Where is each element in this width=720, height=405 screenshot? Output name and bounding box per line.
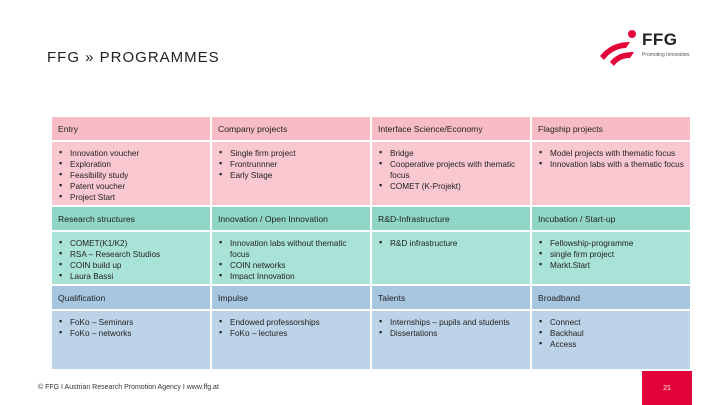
list-item: ▪ Exploration <box>58 159 204 170</box>
programme-list-incubation <box>532 232 690 284</box>
list-item: ▪ Laura Bassi <box>58 271 204 282</box>
programme-heading-innovation: Innovation / Open Innovation <box>212 207 370 230</box>
page-title: FFG » PROGRAMMES <box>47 49 220 66</box>
programme-list-talents <box>372 311 530 369</box>
list-item: ▪ RSA – Research Studios <box>58 249 204 260</box>
programme-list-innovation <box>212 232 370 284</box>
logo-tagline: Promoting Innovation. <box>642 52 691 58</box>
list-item: ▪ COMET (K-Projekt) <box>378 181 524 192</box>
programme-list-interface <box>372 142 530 205</box>
list-item: ▪ Model projects with thematic focus <box>538 148 684 159</box>
list-item: ▪ COIN build up <box>58 260 204 271</box>
ffg-logo-icon <box>596 28 642 68</box>
programme-heading-broadband: Broadband <box>532 286 690 309</box>
programme-heading-rd-infrastructure: R&D-Infrastructure <box>372 207 530 230</box>
list-item: ▪ Fellowship-programme <box>538 238 684 249</box>
list-item: ▪ COMET(K1/K2) <box>58 238 204 249</box>
list-item: ▪ Innovation labs with a thematic focus <box>538 159 684 170</box>
programme-list-broadband <box>532 311 690 369</box>
list-item: ▪ FoKo – networks <box>58 328 204 339</box>
list-item: ▪ Access <box>538 339 684 350</box>
list-item: ▪ FoKo – Seminars <box>58 317 204 328</box>
list-item: ▪ Internships – pupils and students <box>378 317 524 328</box>
programme-list-rd-infrastructure <box>372 232 530 284</box>
list-item: ▪ Frontrunnner <box>218 159 364 170</box>
list-item: ▪ Markt.Start <box>538 260 684 271</box>
list-item: ▪ Cooperative projects with thematic focus <box>378 159 524 181</box>
list-item: ▪ Project Start <box>58 192 204 203</box>
list-item: ▪ Patent voucher <box>58 181 204 192</box>
list-item: ▪ R&D infrastructure <box>378 238 524 249</box>
page-number: 21 <box>642 371 692 405</box>
programme-list-qualification <box>52 311 210 369</box>
list-item: ▪ Feasibility study <box>58 170 204 181</box>
list-item: ▪ Bridge <box>378 148 524 159</box>
list-item: ▪ Innovation labs without thematic focus <box>218 238 364 260</box>
programme-heading-incubation: Incubation / Start-up <box>532 207 690 230</box>
list-item: ▪ single firm project <box>538 249 684 260</box>
list-item: ▪ COIN networks <box>218 260 364 271</box>
programme-heading-talents: Talents <box>372 286 530 309</box>
programme-heading-impulse: Impulse <box>212 286 370 309</box>
programme-heading-research-structures: Research structures <box>52 207 210 230</box>
list-item: ▪ Innovation voucher <box>58 148 204 159</box>
programme-heading-entry: Entry <box>52 117 210 140</box>
programme-list-entry <box>52 142 210 205</box>
programme-list-research-structures <box>52 232 210 284</box>
list-item: ▪ FoKo – lectures <box>218 328 364 339</box>
list-item: ▪ Impact Innovation <box>218 271 364 282</box>
programme-list-flagship <box>532 142 690 205</box>
list-item: ▪ Endowed professorships <box>218 317 364 328</box>
programme-heading-flagship: Flagship projects <box>532 117 690 140</box>
ffg-logo <box>596 28 708 68</box>
programmes-grid <box>52 117 712 371</box>
list-item: ▪ Dissertations <box>378 328 524 339</box>
programme-list-impulse <box>212 311 370 369</box>
footer-text: © FFG I Austrian Research Promotion Agency I www.ffg.at <box>38 384 219 391</box>
programme-list-company-projects <box>212 142 370 205</box>
list-item: ▪ Backhaul <box>538 328 684 339</box>
programme-heading-qualification: Qualification <box>52 286 210 309</box>
list-item: ▪ Early Stage <box>218 170 364 181</box>
list-item: ▪ Single firm project <box>218 148 364 159</box>
programme-heading-interface: Interface Science/Economy <box>372 117 530 140</box>
list-item: ▪ Connect <box>538 317 684 328</box>
logo-name: FFG <box>642 30 678 49</box>
programme-heading-company-projects: Company projects <box>212 117 370 140</box>
